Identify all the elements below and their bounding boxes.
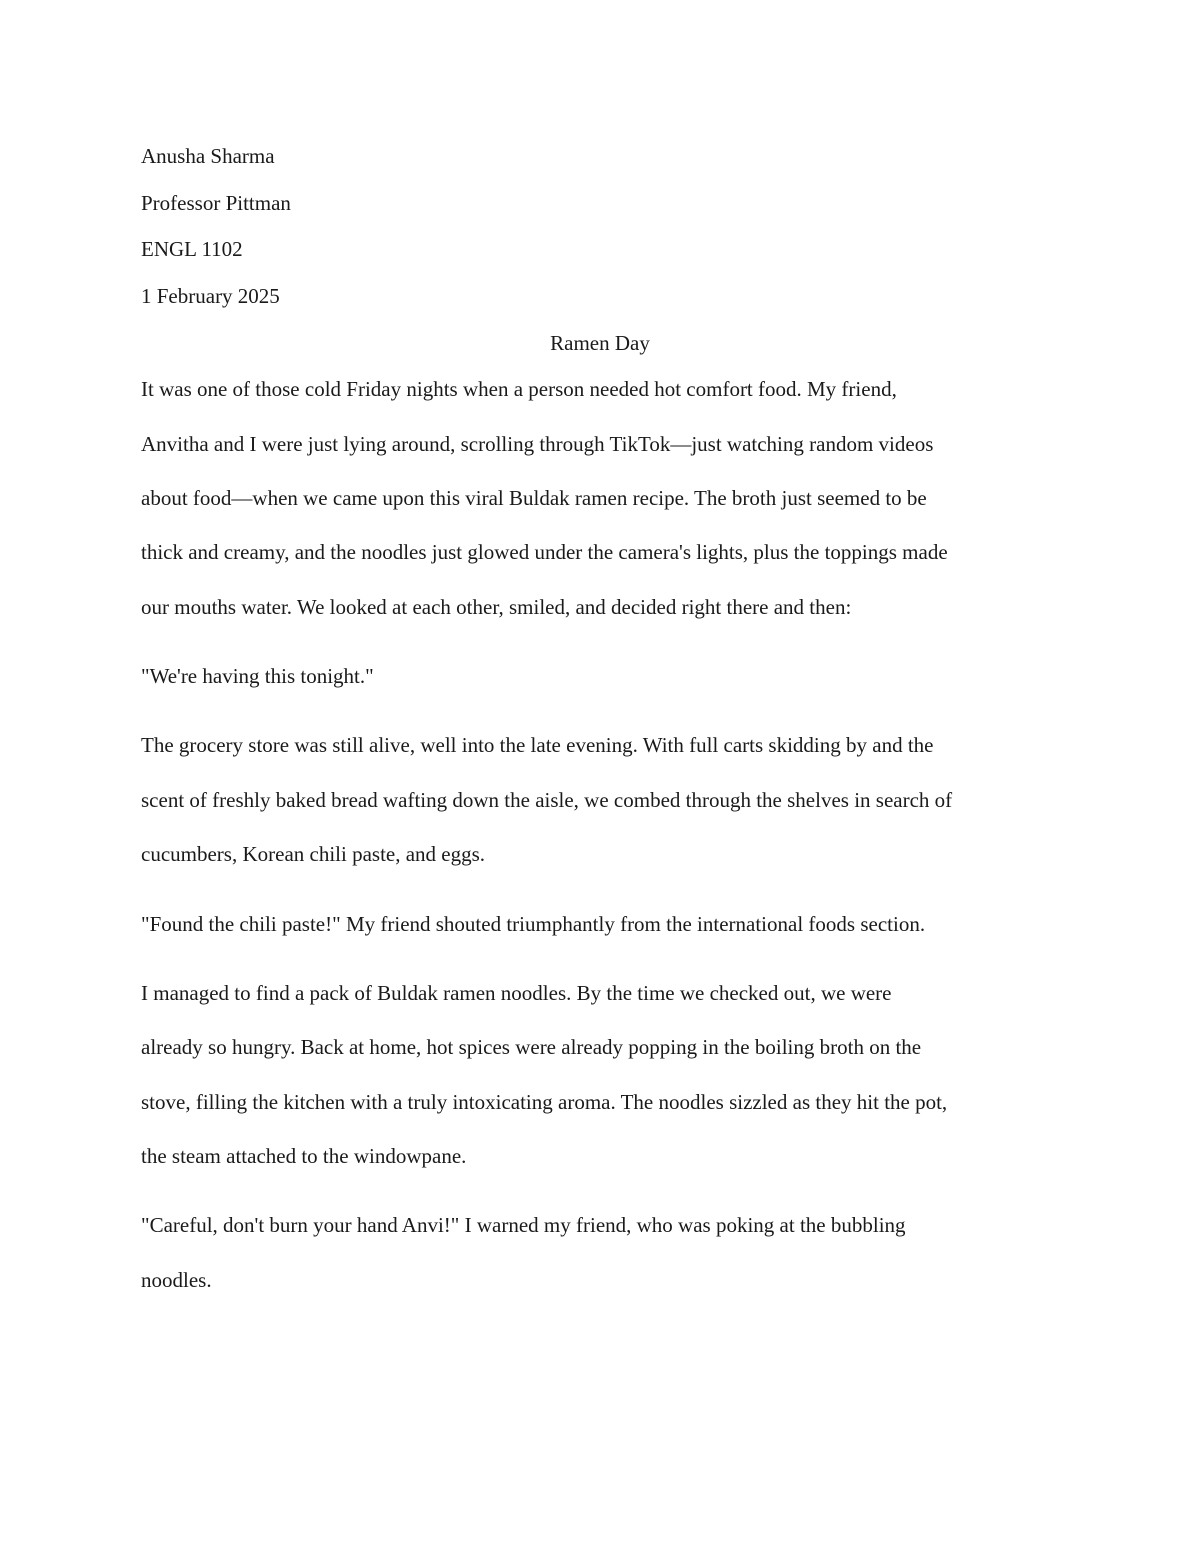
body-line: cucumbers, Korean chili paste, and eggs. bbox=[141, 842, 486, 866]
body-line: The grocery store was still alive, well into the late evening. With full carts skidding by and the bbox=[141, 733, 934, 757]
body-line: "Found the chili paste!" My friend shouted triumphantly from the international foods section. bbox=[141, 912, 926, 936]
body-line: already so hungry. Back at home, hot spices were already popping in the boiling broth on the bbox=[141, 1035, 922, 1059]
body-line: the steam attached to the windowpane. bbox=[141, 1144, 467, 1168]
body-line: thick and creamy, and the noodles just glowed under the camera's lights, plus the toppings made bbox=[141, 540, 948, 564]
body-line: I managed to find a pack of Buldak ramen noodles. By the time we checked out, we were bbox=[141, 981, 892, 1005]
course-code: ENGL 1102 bbox=[141, 237, 243, 261]
essay-title: Ramen Day bbox=[550, 331, 650, 355]
body-line: noodles. bbox=[141, 1268, 212, 1292]
instructor-name: Professor Pittman bbox=[141, 191, 291, 215]
body-line: scent of freshly baked bread wafting down the aisle, we combed through the shelves in search of bbox=[141, 788, 953, 812]
document-date: 1 February 2025 bbox=[141, 284, 280, 308]
student-name: Anusha Sharma bbox=[141, 144, 275, 168]
body-line: Anvitha and I were just lying around, scrolling through TikTok—just watching random videos bbox=[141, 432, 934, 456]
body-line: It was one of those cold Friday nights when a person needed hot comfort food. My friend, bbox=[141, 377, 897, 401]
body-line: about food—when we came upon this viral Buldak ramen recipe. The broth just seemed to be bbox=[141, 486, 927, 510]
body-line: our mouths water. We looked at each other, smiled, and decided right there and then: bbox=[141, 595, 852, 619]
body-line: stove, filling the kitchen with a truly intoxicating aroma. The noodles sizzled as they hit the pot, bbox=[141, 1090, 948, 1114]
body-line: "Careful, don't burn your hand Anvi!" I warned my friend, who was poking at the bubbling bbox=[141, 1213, 906, 1237]
body-line: "We're having this tonight." bbox=[141, 664, 374, 688]
